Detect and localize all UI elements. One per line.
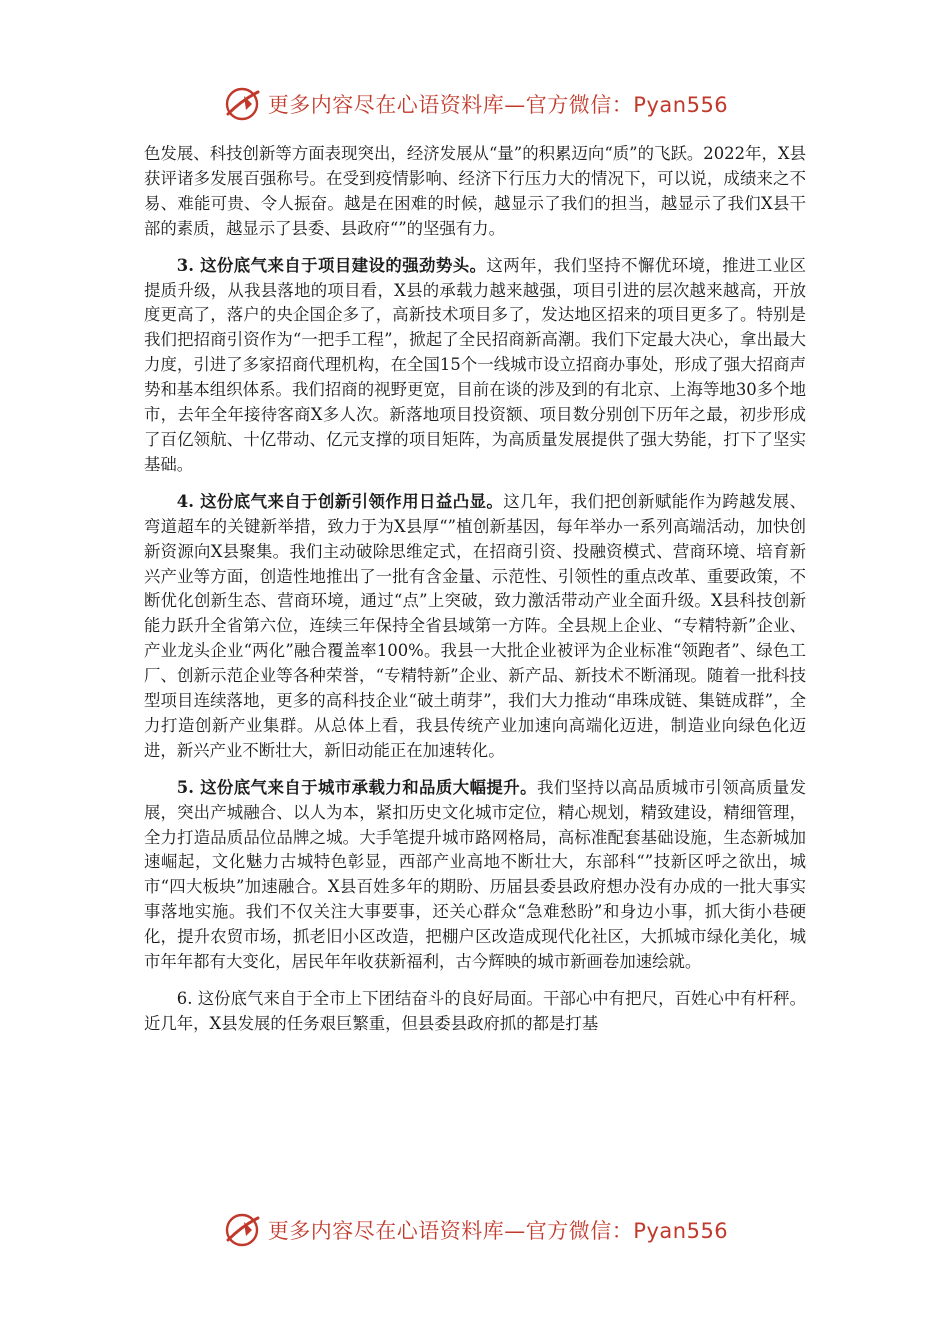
paragraph-3-heading: 4. 这份底气来自于创新引领作用日益凸显。: [176, 491, 504, 511]
paragraph-4-heading: 5. 这份底气来自于城市承载力和品质大幅提升。: [176, 777, 537, 797]
footer-banner: [0, 1208, 950, 1252]
brand-logo-icon: [222, 1210, 262, 1250]
document-body: [144, 142, 806, 1049]
paragraph-2-text: 这两年，我们坚持不懈优环境，推进工业区提质升级，从我县落地的项目看，X县的承载力越来越强，项目引进的层次越来越高，开放度更高了，落户的央企国企多了，高新技术项目多了，发达地区招来的项目更多了。特别是我们把招商引资作为“一把手工程”，掀起了全民招商新高潮。我们下定最大决心，拿出最大力度，引进了多家招商代理机构，在全国15个一线城市设立招商办事处，形成了强大招商声势和基本组织体系。我们招商的视野更宽，目前在谈的涉及到的有北京、上海等地30多个地市，去年全年接待客商X多人次。新落地项目投资额、项目数分别创下历年之最，初步形成了百亿领航、十亿带动、亿元支撑的项目矩阵，为高质量发展提供了强大势能，打下了坚实基础。: [144, 255, 806, 474]
paragraph-4: [144, 776, 806, 975]
brand-logo-icon: [222, 84, 262, 124]
paragraph-3: [144, 490, 806, 764]
paragraph-3-text: 这几年，我们把创新赋能作为跨越发展、弯道超车的关键新举措，致力于为X县厚“”植创新基因，每年举办一系列高端活动，加快创新资源向X县聚集。我们主动破除思维定式，在招商引资、投融资模式、营商环境、培育新兴产业等方面，创造性地推出了一批有含金量、示范性、引领性的重点改革、重要政策，不断优化创新生态、营商环境，通过“点”上突破，致力激活带动产业全面升级。X县科技创新能力跃升全省第六位，连续三年保持全省县域第一方阵。全县规上企业、“专精特新”企业、产业龙头企业“两化”融合覆盖率100%。我县一大批企业被评为企业标准“领跑者”、绿色工厂、创新示范企业等各种荣誉，“专精特新”企业、新产品、新技术不断涌现。随着一批科技型项目连续落地，更多的高科技企业“破土萌芽”，我们大力推动“串珠成链、集链成群”，全力打造创新产业集群。从总体上看，我县传统产业加速向高端化迈进，制造业向绿色化迈进，新兴产业不断壮大，新旧动能正在加速转化。: [144, 491, 806, 760]
paragraph-2-heading: 3. 这份底气来自于项目建设的强劲势头。: [176, 255, 487, 275]
paragraph-4-text: 我们坚持以高品质城市引领高质量发展，突出产城融合、以人为本，紧扣历史文化城市定位，精心规划，精致建设，精细管理，全力打造品质品位品牌之城。大手笔提升城市路网格局，高标准配套基础设施，生态新城加速崛起，文化魅力古城特色彰显，西部产业高地不断壮大，东部科“”技新区呼之欲出，城市“四大板块”加速融合。X县百姓多年的期盼、历届县委县政府想办没有办成的一批大事实事落地实施。我们不仅关注大事要事，还关心群众“急难愁盼”和身边小事，抓大街小巷硬化，提升农贸市场，抓老旧小区改造，把棚户区改造成现代化社区，大抓城市绿化美化，城市年年都有大变化，居民年年收获新福利，古今辉映的城市新画卷加速绘就。: [144, 777, 806, 972]
paragraph-1-text: 色发展、科技创新等方面表现突出，经济发展从“量”的积累迈向“质”的飞跃。2022年，X县获评诸多发展百强称号。在受到疫情影响、经济下行压力大的情况下，可以说，成绩来之不易、难能可贵、令人振奋。越是在困难的时候，越显示了我们的担当，越显示了我们X县干部的素质，越显示了县委、县政府“”的坚强有力。: [144, 144, 806, 238]
footer-banner-text: 更多内容尽在心语资料库—官方微信：Pyan556: [267, 1219, 729, 1243]
header-banner-text: 更多内容尽在心语资料库—官方微信：Pyan556: [267, 93, 729, 117]
paragraph-2: [144, 254, 806, 478]
paragraph-1: [144, 142, 806, 242]
paragraph-5-text: 6. 这份底气来自于全市上下团结奋斗的良好局面。干部心中有把尺，百姓心中有杆秤。近几年，X县发展的任务艰巨繁重，但县委县政府抓的都是打基: [144, 989, 806, 1033]
paragraph-5: [144, 987, 806, 1037]
header-banner: [0, 82, 950, 126]
